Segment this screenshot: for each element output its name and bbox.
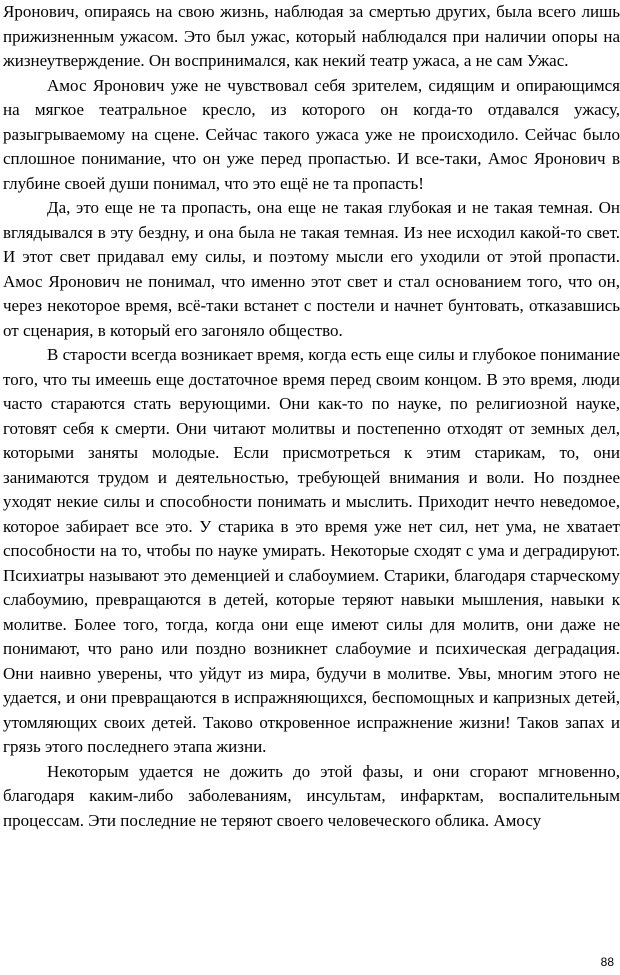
page-body-text <box>3 0 620 833</box>
paragraph-2: Амос Яронович уже не чувствовал себя зрителем, сидящим и опирающимся на мягкое театральное кресло, из которого он когда-то отдавался ужасу, разыгрываемому на сцене. Сейчас такого ужаса уже не происходило. Сейчас было сплошное понимание, что он уже перед пропастью. И все-таки, Амос Яронович в глубине своей души понимал, что это ещё не та пропасть! <box>3 75 620 193</box>
paragraph-5: Некоторым удается не дожить до этой фазы, и они сгорают мгновенно, благодаря каким-либо заболеваниям, инсультам, инфарктам, воспалительным процессам. Эти последние не теряют своего человеческого облика. Амосу <box>3 761 620 830</box>
paragraph-1: Яронович, опираясь на свою жизнь, наблюдая за смертью других, была всего лишь прижизненным ужасом. Это был ужас, который наблюдался при наличии опоры на жизнеутверждение. Он воспринимался, как некий театр ужаса, а не сам Ужас. <box>3 2 620 70</box>
paragraph-3: Да, это еще не та пропасть, она еще не такая глубокая и не такая темная. Он вглядывался в эту бездну, и она была не такая темная. Из нее исходил какой-то свет. И этот свет придавал ему силы, и поэтому мысли его уходили от этой пропасти. Амос Яронович не понимал, что именно этот свет и стал основанием того, что он, через некоторое время, всё-таки встанет с постели и начнет бунтовать, отказавшись от сценария, в который его загоняло общество. <box>3 198 620 340</box>
page-number: 88 <box>600 955 614 969</box>
paragraph-4: В старости всегда возникает время, когда есть еще силы и глубокое понимание того, что ты имеешь еще достаточное время перед своим концом. В это время, люди часто стараются стать верующими. Они как-то по науке, по религиозной науке, готовят себя к смерти. Они читают молитвы и постепенно отходят от земных дел, которыми заняты молодые. Если присмотреться к этим старикам, то, они занимаются трудом и деятельностью, требующей внимания и воли. Но позднее уходят некие силы и способности понимать и мыслить. Приходит нечто неведомое, которое забирает все это. У старика в это время уже нет сил, нет ума, не хватает способности на то, чтобы по науке умирать. Некоторые сходят с ума и деградируют. Психиатры называют это деменцией и слабоумием. Старики, благодаря старческому слабоумию, превращаются в детей, которые теряют навыки мышления, навыки к молитве. Более того, тогда, когда они еще имеют силы для молитв, они даже не понимают, что рано или поздно возникнет слабоумие и психическая деградация. Они наивно уверены, что уйдут из мира, будучи в молитве. Увы, многим этого не удается, и они превращаются в испражняющихся, беспомощных и капризных детей, утомляющих своих детей. Таково откровенное испражнение жизни! Таков запах и грязь этого последнего этапа жизни. <box>3 345 620 756</box>
